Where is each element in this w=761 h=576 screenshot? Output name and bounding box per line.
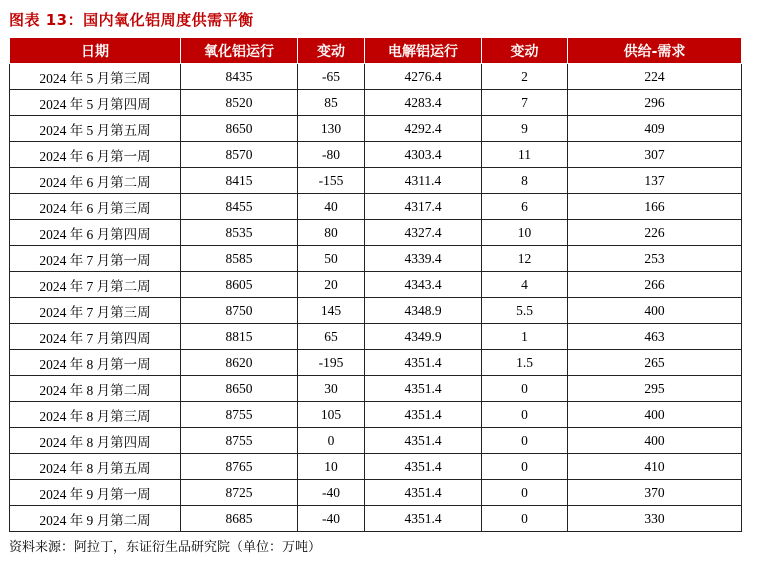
table-cell: 4327.4 [365,220,482,246]
table-cell: -195 [298,350,365,376]
table-cell: 4351.4 [365,506,482,532]
table-cell: 4303.4 [365,142,482,168]
table-cell: 8585 [181,246,298,272]
table-row [10,454,742,480]
table-cell: 2024 年 8 月第一周 [10,350,181,376]
table-cell: 9 [482,116,568,142]
table-cell: 307 [568,142,742,168]
table-cell: 166 [568,194,742,220]
table-row [10,350,742,376]
table-cell: 80 [298,220,365,246]
table-cell: 4311.4 [365,168,482,194]
table-cell: 8 [482,168,568,194]
source-note: 资料来源：阿拉丁，东证衍生品研究院（单位：万吨） [9,540,322,555]
table-cell: 0 [482,506,568,532]
table-cell: 1 [482,324,568,350]
balance-table [9,37,742,532]
table-cell: -80 [298,142,365,168]
table-cell: 4 [482,272,568,298]
table-cell: 4292.4 [365,116,482,142]
table-cell: 8435 [181,64,298,90]
table-cell: 8725 [181,480,298,506]
table-cell: 4276.4 [365,64,482,90]
table-cell: 4343.4 [365,272,482,298]
table-row [10,64,742,90]
table-cell: 5.5 [482,298,568,324]
table-cell: 2024 年 8 月第五周 [10,454,181,480]
table-cell: 0 [298,428,365,454]
table-cell: 2024 年 7 月第四周 [10,324,181,350]
column-header: 电解铝运行 [365,38,482,64]
table-cell: 2024 年 8 月第二周 [10,376,181,402]
table-row [10,168,742,194]
table-cell: 253 [568,246,742,272]
table-cell: 2024 年 6 月第三周 [10,194,181,220]
table-cell: 8535 [181,220,298,246]
column-header: 供给-需求 [568,38,742,64]
table-row [10,428,742,454]
table-cell: 2024 年 7 月第三周 [10,298,181,324]
table-body [10,64,742,532]
table-cell: 8650 [181,116,298,142]
table-cell: 266 [568,272,742,298]
table-cell: 2024 年 9 月第一周 [10,480,181,506]
table-row [10,116,742,142]
table-cell: 4339.4 [365,246,482,272]
table-row [10,272,742,298]
column-header: 氧化铝运行 [181,38,298,64]
table-cell: 2024 年 8 月第三周 [10,402,181,428]
table-header-row [10,38,742,64]
table-cell: 4349.9 [365,324,482,350]
table-cell: 8455 [181,194,298,220]
table-cell: 2024 年 9 月第二周 [10,506,181,532]
table-cell: 2024 年 7 月第一周 [10,246,181,272]
table-row [10,246,742,272]
table-row [10,376,742,402]
table-cell: 4348.9 [365,298,482,324]
table-row [10,324,742,350]
table-cell: -40 [298,506,365,532]
figure-title: 图表 13：国内氧化铝周度供需平衡 [9,11,254,29]
table-cell: 0 [482,480,568,506]
column-header: 变动 [482,38,568,64]
table-cell: 2024 年 6 月第二周 [10,168,181,194]
table-cell: 130 [298,116,365,142]
table-cell: 2024 年 5 月第五周 [10,116,181,142]
table-row [10,90,742,116]
table-cell: 65 [298,324,365,350]
table-cell: 265 [568,350,742,376]
table-row [10,402,742,428]
table-cell: 8765 [181,454,298,480]
table-cell: 8755 [181,428,298,454]
table-cell: 410 [568,454,742,480]
table-cell: 8605 [181,272,298,298]
table-cell: 400 [568,402,742,428]
table-row [10,220,742,246]
table-cell: 137 [568,168,742,194]
table-cell: 296 [568,90,742,116]
table-cell: 145 [298,298,365,324]
table-cell: 30 [298,376,365,402]
table-cell: 4351.4 [365,454,482,480]
table-cell: 400 [568,298,742,324]
table-row [10,506,742,532]
table-cell: 50 [298,246,365,272]
table-cell: 8755 [181,402,298,428]
table-cell: 463 [568,324,742,350]
table-cell: 105 [298,402,365,428]
table-cell: 8620 [181,350,298,376]
table-cell: 1.5 [482,350,568,376]
table-cell: 4351.4 [365,376,482,402]
table-cell: 40 [298,194,365,220]
table-cell: 0 [482,428,568,454]
column-header: 日期 [10,38,181,64]
table-cell: 8815 [181,324,298,350]
table-cell: 2024 年 7 月第二周 [10,272,181,298]
table-cell: 10 [298,454,365,480]
table-cell: 4317.4 [365,194,482,220]
table-cell: 8685 [181,506,298,532]
table-cell: 4351.4 [365,428,482,454]
table-cell: 4351.4 [365,350,482,376]
table-cell: 8570 [181,142,298,168]
table-cell: 2024 年 8 月第四周 [10,428,181,454]
table-cell: 2024 年 5 月第三周 [10,64,181,90]
table-cell: 0 [482,454,568,480]
table-cell: 2024 年 6 月第四周 [10,220,181,246]
table-cell: 8750 [181,298,298,324]
table-cell: 8415 [181,168,298,194]
table-cell: -40 [298,480,365,506]
table-cell: 8650 [181,376,298,402]
table-cell: 330 [568,506,742,532]
table-cell: 7 [482,90,568,116]
table-cell: 226 [568,220,742,246]
table-cell: 12 [482,246,568,272]
table-cell: 2 [482,64,568,90]
table-cell: 85 [298,90,365,116]
column-header: 变动 [298,38,365,64]
table-row [10,298,742,324]
table-row [10,142,742,168]
table-cell: -65 [298,64,365,90]
table-cell: 20 [298,272,365,298]
table-cell: 6 [482,194,568,220]
table-cell: 8520 [181,90,298,116]
table-row [10,480,742,506]
table-cell: 224 [568,64,742,90]
table-cell: 4351.4 [365,480,482,506]
table-cell: 400 [568,428,742,454]
table-cell: 4283.4 [365,90,482,116]
table-cell: 370 [568,480,742,506]
table-cell: 10 [482,220,568,246]
table-cell: 4351.4 [365,402,482,428]
table-cell: 2024 年 5 月第四周 [10,90,181,116]
table-cell: 0 [482,376,568,402]
table-cell: 409 [568,116,742,142]
table-cell: 11 [482,142,568,168]
table-row [10,194,742,220]
table-cell: 295 [568,376,742,402]
table-cell: 2024 年 6 月第一周 [10,142,181,168]
table-cell: -155 [298,168,365,194]
table-cell: 0 [482,402,568,428]
